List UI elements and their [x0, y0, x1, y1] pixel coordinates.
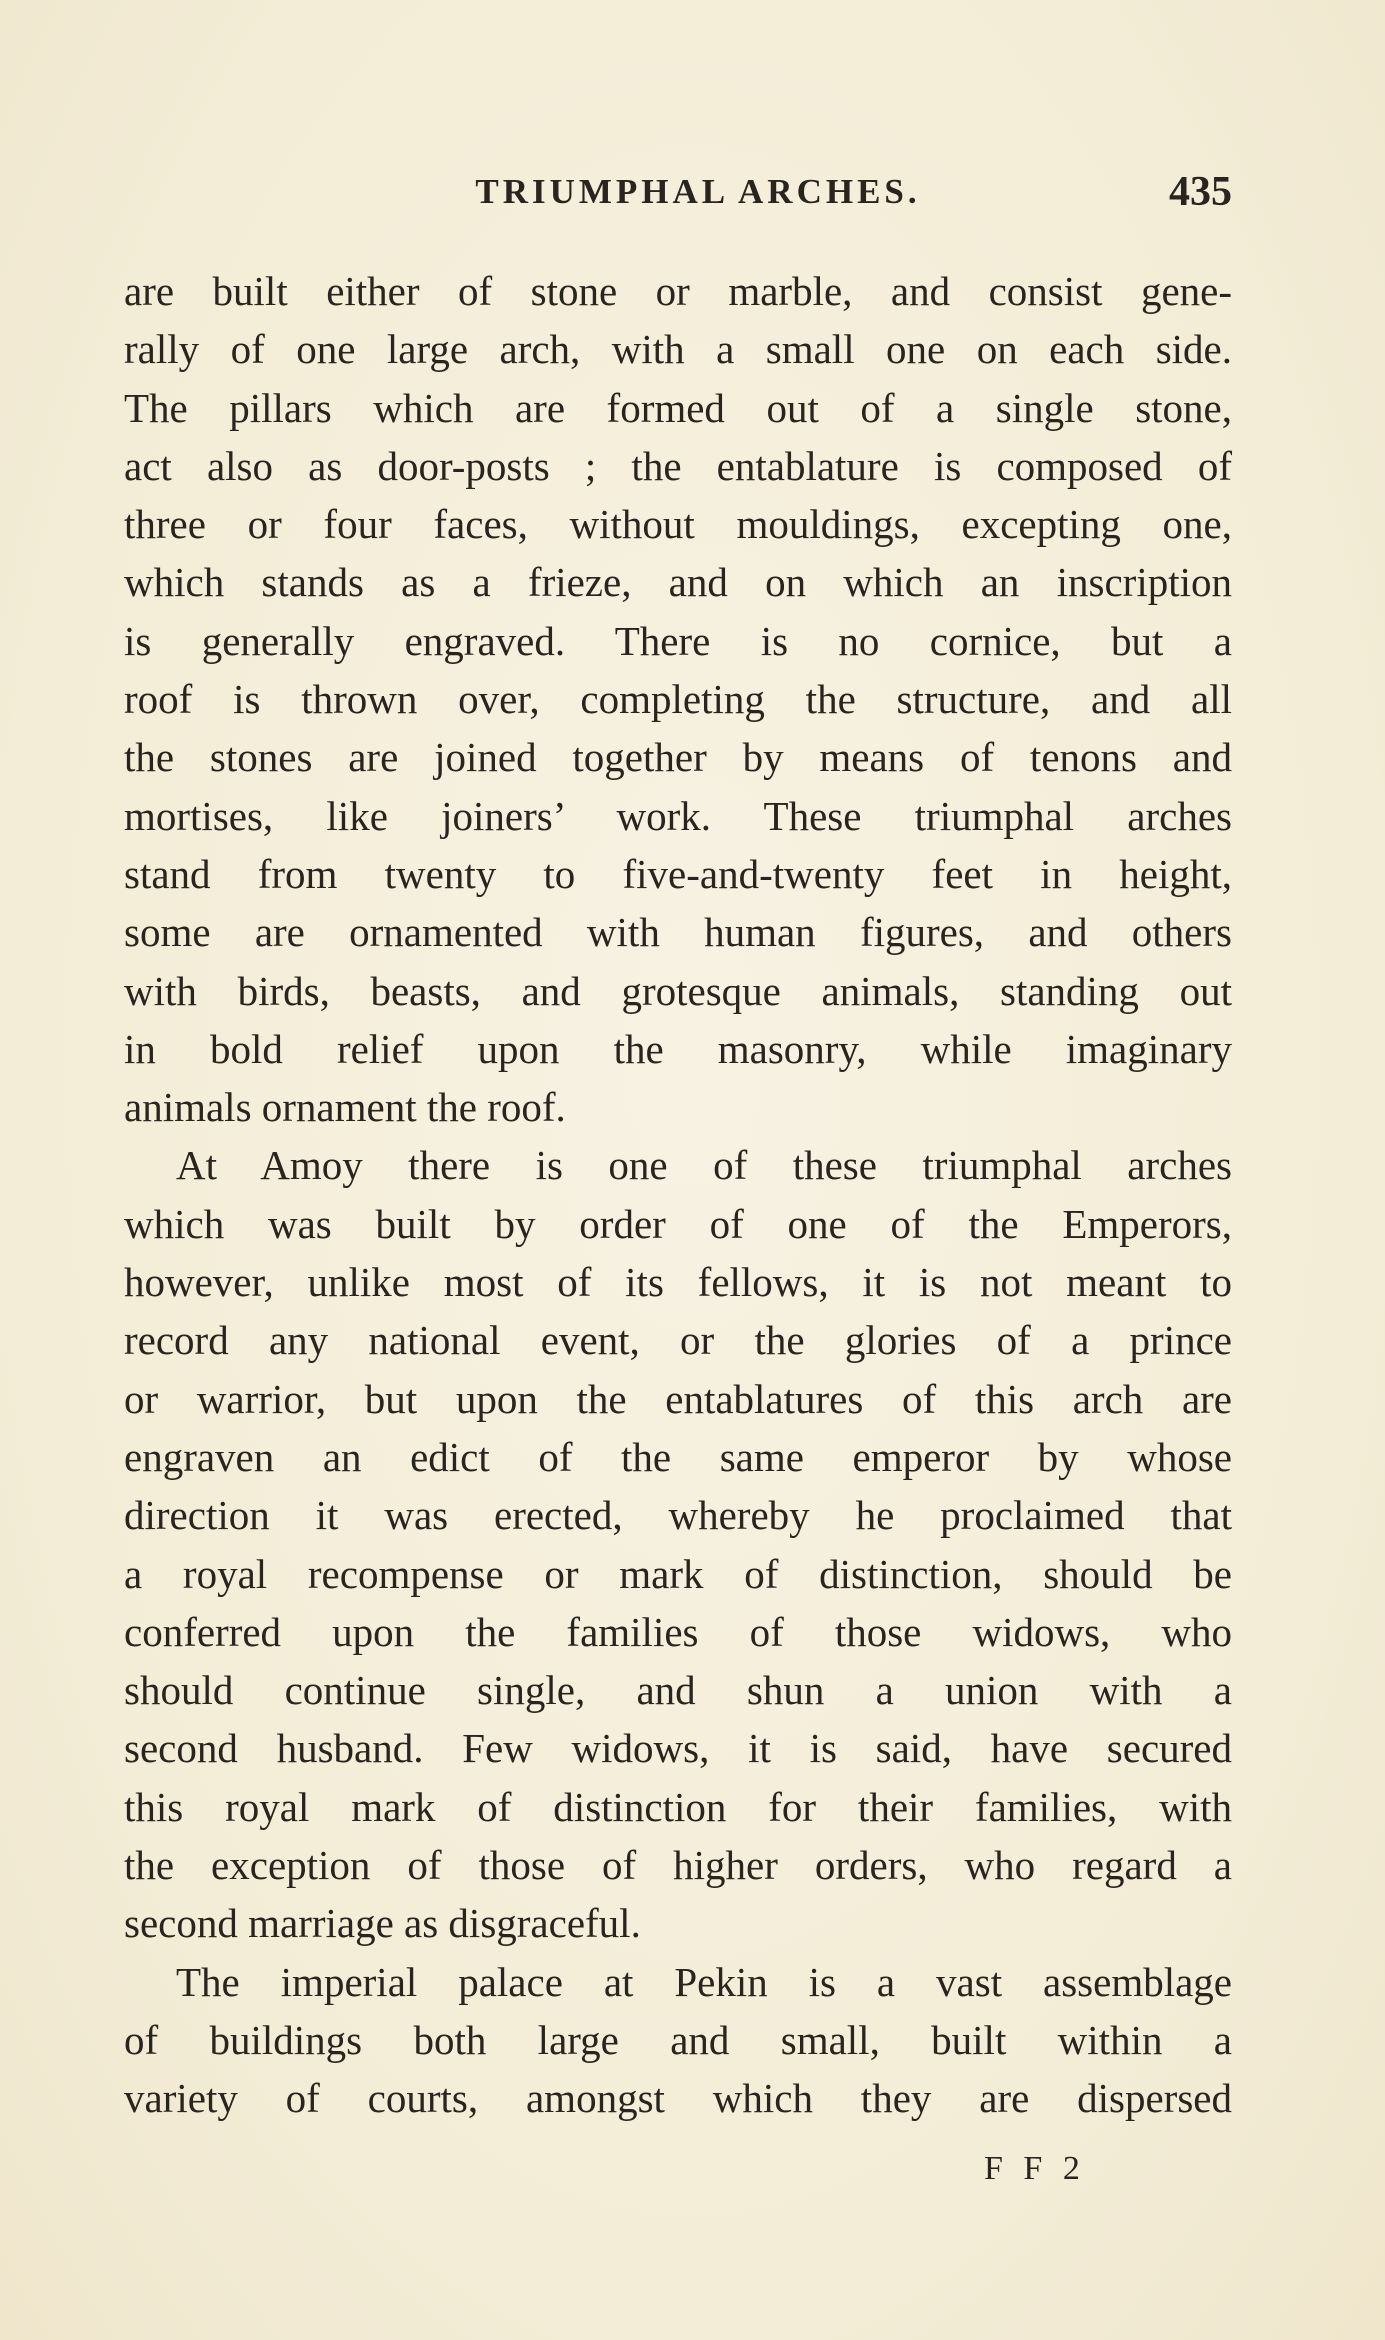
text-line: engraven an edict of the same emperor by whose [124, 1433, 1232, 1480]
text-line: is generally engraved. There is no cornice, but a [124, 617, 1232, 664]
signature-mark: F F 2 [984, 2150, 1086, 2187]
text-line: which stands as a frieze, and on which an inscription [124, 559, 1232, 606]
text-line: however, unlike most of its fellows, it is not meant to [124, 1259, 1232, 1306]
body-text [124, 262, 1232, 2128]
text-line: should continue single, and shun a union with a [124, 1667, 1232, 1714]
text-line: some are ornamented with human figures, and others [124, 909, 1232, 956]
page-number: 435 [1169, 169, 1232, 215]
text-line: stand from twenty to five-and-twenty feet in height, [124, 850, 1232, 897]
text-line: act also as door-posts ; the entablature is composed of [124, 442, 1232, 489]
running-head: TRIUMPHAL ARCHES. [475, 172, 921, 211]
text-line: At Amoy there is one of these triumphal arches [176, 1142, 1232, 1189]
text-line: rally of one large arch, with a small one on each side. [124, 326, 1232, 373]
text-line: second marriage as disgraceful. [124, 1900, 641, 1947]
text-line: second husband. Few widows, it is said, have secured [124, 1725, 1232, 1772]
text-line: record any national event, or the glories of a prince [124, 1317, 1232, 1364]
text-line: of buildings both large and small, built within a [124, 2016, 1232, 2063]
text-line: the exception of those of higher orders, who regard a [124, 1842, 1232, 1889]
page-header [124, 169, 1232, 232]
text-line: The imperial palace at Pekin is a vast assemblage [176, 1958, 1232, 2005]
text-line: The pillars which are formed out of a single stone, [124, 384, 1232, 431]
text-line: variety of courts, amongst which they are dispersed [124, 2075, 1232, 2122]
text-line: which was built by order of one of the Emperors, [124, 1200, 1232, 1247]
text-line: animals ornament the roof. [124, 1084, 566, 1131]
text-line: this royal mark of distinction for their families, with [124, 1783, 1232, 1830]
text-line: conferred upon the families of those widows, who [124, 1608, 1232, 1655]
text-line: are built either of stone or marble, and consist gene- [124, 268, 1232, 314]
text-line: roof is thrown over, completing the structure, and all [124, 676, 1232, 723]
text-line: mortises, like joiners’ work. These triumphal arches [124, 792, 1232, 839]
text-line: with birds, beasts, and grotesque animals, standing out [124, 967, 1232, 1014]
text-line: direction it was erected, whereby he proclaimed that [124, 1492, 1232, 1539]
text-line: a royal recompense or mark of distinction, should be [124, 1550, 1232, 1597]
text-line: in bold relief upon the masonry, while imaginary [124, 1025, 1232, 1072]
text-line: three or four faces, without mouldings, excepting one, [124, 501, 1232, 548]
text-line: the stones are joined together by means of tenons and [124, 734, 1232, 781]
text-line: or warrior, but upon the entablatures of this arch are [124, 1375, 1232, 1422]
